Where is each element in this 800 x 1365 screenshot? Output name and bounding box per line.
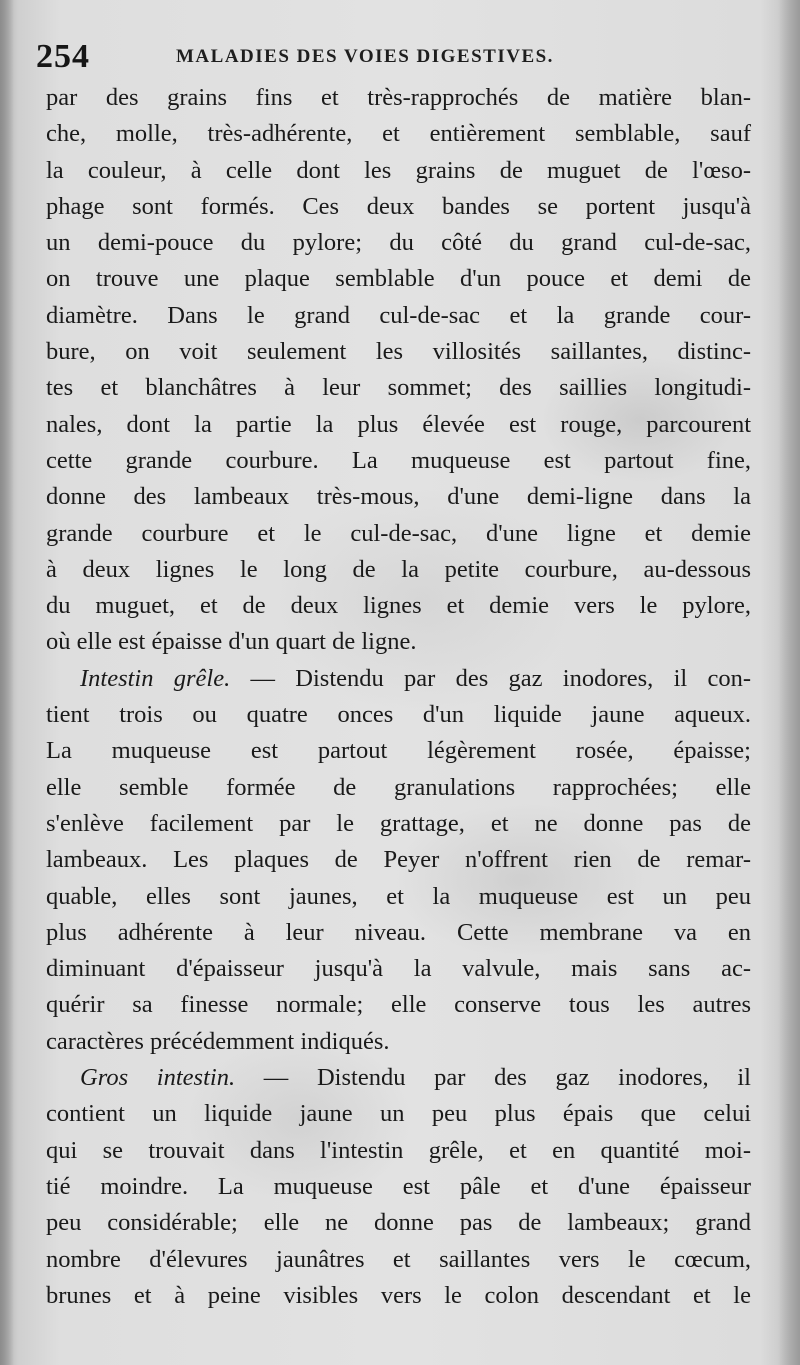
text-line: grande courbure et le cul-de-sac, d'une ligne et demie (46, 519, 751, 547)
text-line: la couleur, à celle dont les grains de muguet de l'œso- (46, 156, 751, 184)
text-line: La muqueuse est partout légèrement rosée, épaisse; (46, 737, 751, 765)
page-number: 254 (36, 38, 90, 75)
text-line: contient un liquide jaune un peu plus épais que celui (46, 1100, 751, 1128)
text-line: diminuant d'épaisseur jusqu'à la valvule, mais sans ac- (46, 955, 751, 983)
page-edge-shadow (778, 0, 800, 1365)
text-line: donne des lambeaux très-mous, d'une demi-ligne dans la (46, 483, 751, 511)
running-head: MALADIES DES VOIES DIGESTIVES. (176, 46, 554, 67)
text-line: plus adhérente à leur niveau. Cette membrane va en (46, 918, 751, 946)
text-line: bure, on voit seulement les villosités saillantes, distinc- (46, 338, 751, 366)
text-line: cette grande courbure. La muqueuse est partout fine, (46, 446, 751, 474)
text-line: nombre d'élevures jaunâtres et saillantes vers le cœcum, (46, 1245, 751, 1273)
page-gutter-shadow (0, 0, 14, 1365)
text-line: quable, elles sont jaunes, et la muqueuse est un peu (46, 882, 751, 910)
text-line: où elle est épaisse d'un quart de ligne. (46, 628, 417, 656)
text-line: un demi-pouce du pylore; du côté du grand cul-de-sac, (46, 229, 751, 257)
text-line: qui se trouvait dans l'intestin grêle, et en quantité moi- (46, 1136, 751, 1164)
section-heading: Intestin grêle. (80, 664, 231, 692)
text-line: nales, dont la partie la plus élevée est rouge, parcourent (46, 410, 751, 438)
text-line: tié moindre. La muqueuse est pâle et d'une épaisseur (46, 1172, 751, 1200)
text-line: s'enlève facilement par le grattage, et ne donne pas de (46, 809, 751, 837)
text-line: brunes et à peine visibles vers le colon descendant et le (46, 1281, 751, 1309)
text-line: phage sont formés. Ces deux bandes se portent jusqu'à (46, 192, 751, 220)
text-line: diamètre. Dans le grand cul-de-sac et la grande cour- (46, 301, 751, 329)
text-line: quérir sa finesse normale; elle conserve tous les autres (46, 991, 751, 1019)
page-header (36, 38, 756, 78)
body-text (46, 80, 751, 1314)
text-line: on trouve une plaque semblable d'un pouce et demi de (46, 265, 751, 293)
text-line-rest: — Distendu par des gaz inodores, il con- (230, 664, 751, 692)
text-line: du muguet, et de deux lignes et demie vers le pylore, (46, 592, 751, 620)
section-heading: Gros intestin. (80, 1064, 236, 1092)
text-line: che, molle, très-adhérente, et entièrement semblable, sauf (46, 120, 751, 148)
text-line: caractères précédemment indiqués. (46, 1027, 390, 1055)
text-line: par des grains fins et très-rapprochés de matière blan- (46, 84, 751, 111)
text-line: tient trois ou quatre onces d'un liquide jaune aqueux. (46, 701, 751, 729)
text-line (46, 1060, 751, 1096)
text-line: tes et blanchâtres à leur sommet; des saillies longitudi- (46, 374, 751, 402)
text-line: lambeaux. Les plaques de Peyer n'offrent rien de remar- (46, 846, 751, 874)
text-line (46, 661, 751, 697)
text-line: elle semble formée de granulations rapprochées; elle (46, 773, 751, 801)
text-line-rest: — Distendu par des gaz inodores, il (235, 1064, 751, 1092)
text-line: à deux lignes le long de la petite courbure, au-dessous (46, 555, 751, 583)
text-line: peu considérable; elle ne donne pas de lambeaux; grand (46, 1209, 751, 1237)
